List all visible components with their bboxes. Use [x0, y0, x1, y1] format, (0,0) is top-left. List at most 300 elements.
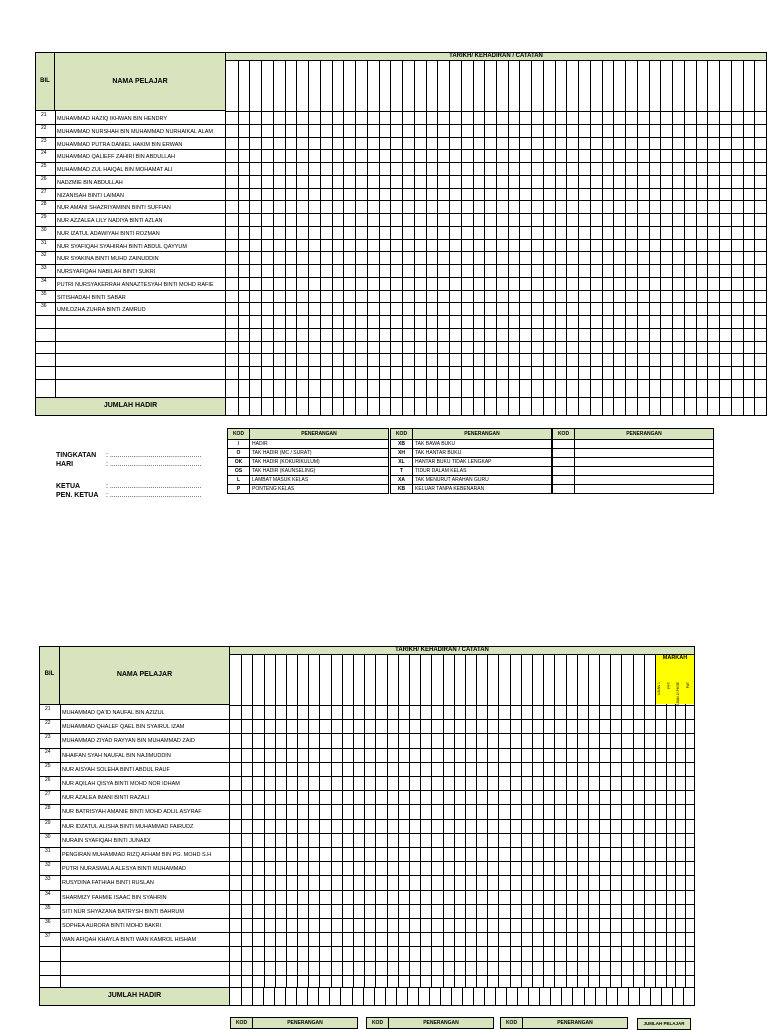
row-number: 31: [41, 239, 47, 246]
grid-column-line: [252, 988, 253, 1005]
grid-row-line: [36, 315, 225, 316]
legend-row: [228, 476, 389, 485]
grid-column-line: [363, 988, 364, 1005]
grid-column-line: [340, 988, 341, 1005]
grid-row-line: [230, 833, 655, 834]
grid-row-line: [226, 379, 766, 380]
grid-row-line: [230, 890, 655, 891]
grid-row-line: [36, 264, 225, 265]
grid-column-line: [672, 398, 673, 415]
row-number: 23: [45, 734, 51, 741]
grid-row-line: [226, 366, 766, 367]
row-number: 27: [45, 791, 51, 798]
markah-subheader: UJIAN 2/ PKSE: [676, 682, 680, 707]
jumlah-hadir-grid-2: [229, 987, 695, 1006]
legend-row: [553, 440, 714, 449]
grid-row-line: [36, 226, 225, 227]
legend-row: [553, 467, 714, 476]
student-name: NUR IZATUL ADAWIYAH BINTI ROZMAN: [57, 230, 160, 237]
jumlah-pelajar-label: JUMLAH PELAJAR: [638, 1019, 691, 1030]
grid-column-line: [637, 398, 638, 415]
grid-column-line: [318, 988, 319, 1005]
student-name: MUHAMMAD PUTRA DANIEL HAKIM BIN ERWAN: [57, 141, 183, 148]
grid-row-line: [226, 226, 766, 227]
grid-row-line: [36, 302, 225, 303]
bil-header: BIL: [40, 78, 50, 84]
grid-row-line: [230, 776, 655, 777]
legend-table-2: [390, 428, 552, 494]
grid-column-line: [332, 398, 333, 415]
grid-column-line: [238, 398, 239, 415]
tingkatan-field[interactable]: : ...............................................: [106, 452, 202, 459]
row-number: 29: [45, 819, 51, 826]
legend-code: [553, 449, 575, 458]
grid-column-line: [308, 398, 309, 415]
legend-code: XL: [391, 458, 413, 467]
legend-code: [553, 440, 575, 449]
student-name: PUTRI NURSYAKERRAH ANNAZTESYAH BINTI MOHD RAFIE: [57, 281, 214, 288]
grid-row-line: [230, 804, 655, 805]
row-number: 24: [45, 748, 51, 755]
grid-row-line: [656, 861, 694, 862]
legend-code: OS: [228, 467, 250, 476]
grid-row-line: [656, 961, 694, 962]
student-name: MUHAMMAD QALIEFF ZAHIRI BIN ABDULLAH: [57, 154, 175, 161]
student-name: MUHAMMAD NURSHAH BIN MUHAMMAD NURHAIKAL ALAM: [57, 128, 213, 135]
student-name: NURSYAFIQAH NABILAH BINTI SUKRI: [57, 269, 156, 275]
grid-column-line: [661, 988, 662, 1005]
legend-description: [575, 440, 714, 449]
grid-row-line: [36, 366, 225, 367]
legend-description: KELUAR TANPA KEBENARAN: [413, 485, 552, 494]
penerangan-header: PENERANGAN: [250, 429, 389, 440]
student-name: MUHAMMAD QHALEF QAEL BIN SYAIRUL IZAM: [62, 724, 185, 731]
grid-column-line: [754, 398, 755, 415]
legend-description: [575, 449, 714, 458]
attendance-sheet-1: [35, 52, 767, 416]
grid-column-line: [273, 398, 274, 415]
grid-column-line: [595, 988, 596, 1005]
student-name: NUR AMANI SHAZRIYAMINN BINTI SUFFIAN: [57, 205, 171, 212]
grid-row-line: [656, 946, 694, 947]
grid-row-line: [656, 833, 694, 834]
grid-column-line: [484, 988, 485, 1005]
student-name: NUR SYAFIQAH SYAHIRAH BINTI ABDUL QAYYUM: [57, 243, 187, 250]
grid-row-line: [230, 748, 655, 749]
grid-column-line: [320, 398, 321, 415]
grid-row-line: [230, 904, 655, 905]
grid-column-line: [352, 988, 353, 1005]
student-name: RUSYDINA FATHIAH BINTI RUSLAN: [62, 880, 154, 887]
legend-description: HANTAR BUKU TIDAK LENGKAP: [413, 458, 552, 467]
jumlah-hadir-grid: [225, 397, 767, 416]
row-number: 35: [45, 904, 51, 911]
grid-row-line: [226, 353, 766, 354]
legend-description: HADIR: [250, 440, 389, 449]
grid-row-line: [36, 213, 225, 214]
grid-column-line: [543, 398, 544, 415]
legend-row: [228, 467, 389, 476]
grid-row-line: [230, 932, 655, 933]
student-name: SHARMIZY FAHMIE ISAAC BIN SYAHRIN: [62, 894, 167, 901]
grid-column-line: [241, 988, 242, 1005]
grid-row-line: [36, 137, 225, 138]
legend-row: [553, 476, 714, 485]
legend-description: TAK HADIR (KAUNSELING): [250, 467, 389, 476]
legend-code: /: [228, 440, 250, 449]
grid-column-line: [555, 398, 556, 415]
grid-column-line: [495, 988, 496, 1005]
grid-column-line: [451, 988, 452, 1005]
grid-row-line: [40, 833, 229, 834]
grid-column-line: [296, 988, 297, 1005]
row-number: 33: [45, 876, 51, 883]
grid-row-line: [226, 137, 766, 138]
grid-row-line: [36, 239, 225, 240]
grid-row-line: [226, 188, 766, 189]
student-name: NUR AISYAH SOLEHA BINTI ABDUL RAUF: [62, 766, 170, 773]
header-bottom-line: [230, 705, 655, 706]
grid-row-line: [230, 875, 655, 876]
penerangan-header: PENERANGAN: [523, 1018, 628, 1029]
pen-ketua-field[interactable]: : ...............................................: [106, 492, 202, 499]
grid-row-line: [226, 239, 766, 240]
grid-column-line: [449, 398, 450, 415]
grid-column-line: [539, 988, 540, 1005]
grid-row-line: [226, 149, 766, 150]
grid-column-line: [473, 398, 474, 415]
grid-row-line: [226, 341, 766, 342]
legend-code: KB: [391, 485, 413, 494]
grid-row-line: [226, 124, 766, 125]
row-number: 25: [45, 762, 51, 769]
kod-header: KOD: [391, 429, 413, 440]
tarikh-header-2: TARIKH/ KEHADIRAN / CATATAN: [395, 647, 489, 653]
ketua-field[interactable]: : ...............................................: [106, 483, 202, 490]
grid-row-line: [36, 162, 225, 163]
row-number: 29: [41, 214, 47, 220]
grid-row-line: [40, 904, 229, 905]
grid-column-line: [329, 988, 330, 1005]
grid-row-line: [36, 200, 225, 201]
grid-row-line: [36, 328, 225, 329]
grid-column-line: [731, 398, 732, 415]
grid-row-line: [40, 918, 229, 919]
grid-column-line: [379, 398, 380, 415]
legend-description: [575, 476, 714, 485]
grid-column-line: [249, 398, 250, 415]
grid-column-line: [743, 398, 744, 415]
legend-description: LAMBAT MASUK KELAS: [250, 476, 389, 485]
row-number: 37: [45, 933, 51, 940]
grid-row-line: [226, 290, 766, 291]
grid-row-line: [40, 890, 229, 891]
grid-column-line: [519, 398, 520, 415]
legend-row: [553, 485, 714, 494]
jumlah-pelajar-table: [637, 1018, 691, 1030]
row-number: 34: [45, 890, 51, 897]
legend-row: [553, 449, 714, 458]
student-name: SITISHADAH BINTI SABAR: [57, 294, 126, 301]
student-name: MUHAMMAD ZIYAD RAYYAN BIN MUHAMMAD ZAID: [62, 738, 195, 745]
row-number: 26: [41, 175, 47, 182]
row-number: 31: [45, 848, 51, 854]
student-name: NUR AZZALEA LILY NADIYA BINTI AZLAN: [57, 218, 163, 224]
legend-row: [391, 467, 552, 476]
grid-column-line: [385, 988, 386, 1005]
grid-column-line: [296, 398, 297, 415]
grid-row-line: [656, 932, 694, 933]
legend-description: TAK HANTAR BUKU: [413, 449, 552, 458]
grid-row-line: [40, 875, 229, 876]
grid-column-line: [426, 398, 427, 415]
student-name: SITI NUR SHYAZANA BATRYSH BINTI BAHRUM: [62, 908, 184, 915]
row-number: 22: [41, 124, 47, 131]
row-number: 32: [41, 252, 47, 259]
student-name: WAN AFIQAH KHAYLA BINTI WAN KAMROL HISHAM: [62, 937, 197, 944]
legend-description: TAK BAWA BUKU: [413, 440, 552, 449]
header-bottom-line: [226, 111, 766, 112]
nama-header-2: NAMA PELAJAR: [116, 671, 173, 678]
grid-column-line: [660, 398, 661, 415]
student-name: MUHAMMAD ZUL HAIQAL BIN MOHAMAT ALI: [57, 167, 173, 173]
grid-row-line: [656, 904, 694, 905]
grid-column-line: [396, 988, 397, 1005]
grid-row-line: [226, 328, 766, 329]
legend-code: L: [228, 476, 250, 485]
markah-header-bottom: [656, 705, 694, 706]
grid-row-line: [40, 975, 229, 976]
grid-column-line: [566, 398, 567, 415]
grid-column-line: [355, 398, 356, 415]
grid-row-line: [40, 861, 229, 862]
grid-column-line: [285, 398, 286, 415]
legend-description: [575, 458, 714, 467]
grid-row-line: [36, 175, 225, 176]
grid-row-line: [656, 975, 694, 976]
grid-row-line: [656, 733, 694, 734]
legend-description: [575, 485, 714, 494]
grid-row-line: [230, 861, 655, 862]
row-number: 30: [41, 226, 47, 233]
grid-column-line: [578, 398, 579, 415]
grid-row-line: [230, 819, 655, 820]
grid-column-line: [496, 398, 497, 415]
grid-column-line: [418, 988, 419, 1005]
grid-row-line: [230, 790, 655, 791]
grid-row-line: [40, 762, 229, 763]
markah-header: MARKAH: [662, 655, 688, 661]
row-number: 28: [41, 201, 47, 208]
student-name: NADZMIE BIN ABDULLAH: [57, 179, 123, 186]
row-number: 21: [41, 112, 47, 118]
grid-column-line: [261, 398, 262, 415]
grid-row-line: [656, 748, 694, 749]
grid-column-line: [719, 398, 720, 415]
kod-header: KOD: [501, 1018, 523, 1029]
legend-table-2a: [230, 1017, 358, 1029]
grid-row-line: [656, 847, 694, 848]
grid-column-line: [343, 398, 344, 415]
grid-row-line: [656, 918, 694, 919]
grid-row-line: [656, 875, 694, 876]
grid-column-line: [684, 398, 685, 415]
student-name: PENGIRAN MUHAMMAD RIZQ AFHAM BIN PG. MOHD S.H: [62, 852, 212, 858]
grid-row-line: [40, 819, 229, 820]
grid-row-line: [226, 200, 766, 201]
student-name: NIZANISAH BINTI LAIMAN: [57, 192, 124, 199]
nama-header: NAMA PELAJAR: [112, 78, 168, 85]
kod-header: KOD: [228, 429, 250, 440]
student-name: NUR IDZATUL ALISHA BINTI MUHAMMAD FAIRUDZ: [62, 823, 194, 830]
hari-row: [56, 461, 202, 468]
ketua-label: KETUA: [56, 483, 81, 490]
grid-column-line: [696, 398, 697, 415]
grid-row-line: [40, 961, 229, 962]
grid-column-line: [584, 988, 585, 1005]
legend-description: [575, 467, 714, 476]
grid-row-line: [230, 733, 655, 734]
student-name: NUR BATRISYAH AMANIE BINTI MOHD ADLIL ASYRAF: [62, 809, 202, 816]
legend-row: [228, 440, 389, 449]
legend-row: [228, 458, 389, 467]
grid-row-line: [230, 946, 655, 947]
grid-row-line: [226, 264, 766, 265]
grid-row-line: [36, 290, 225, 291]
grid-column-line: [462, 988, 463, 1005]
grid-row-line: [36, 251, 225, 252]
legend-code: [553, 485, 575, 494]
grid-column-line: [506, 988, 507, 1005]
grid-column-line: [683, 988, 684, 1005]
markah-area: [655, 654, 695, 988]
markah-subheader: UJIAN 1: [657, 682, 661, 696]
grid-row-line: [656, 790, 694, 791]
grid-column-line: [613, 398, 614, 415]
student-name: NURAIN SYAFIQAH BINTI JUNAIDI: [62, 837, 151, 844]
legend-row: [391, 458, 552, 467]
grid-column-line: [429, 988, 430, 1005]
student-name: NUR AZALEA IMANI BINTI RAZALI: [62, 795, 150, 802]
grid-column-line: [550, 988, 551, 1005]
legend-row: [391, 449, 552, 458]
student-rows: [35, 110, 226, 398]
grid-column-line: [307, 988, 308, 1005]
grid-column-line: [672, 988, 673, 1005]
grid-row-line: [40, 719, 229, 720]
grid-column-line: [402, 398, 403, 415]
legend-table-2b: [366, 1017, 494, 1029]
grid-column-line: [707, 398, 708, 415]
grid-row-line: [226, 175, 766, 176]
grid-column-line: [473, 988, 474, 1005]
grid-column-line: [572, 988, 573, 1005]
kod-header: KOD: [367, 1018, 389, 1029]
grid-row-line: [226, 277, 766, 278]
legend-row: [228, 485, 389, 494]
kod-header: KOD: [553, 429, 575, 440]
bil-header-2: BIL: [44, 671, 55, 677]
grid-row-line: [656, 762, 694, 763]
student-name: NUR AQILAH QISYA BINTI MOHD NOR IDHAM: [62, 781, 180, 787]
legend-table-1: [227, 428, 389, 494]
legend-code: [553, 476, 575, 485]
grid-column-line: [639, 988, 640, 1005]
attendance-sheet-2: [39, 646, 695, 1006]
grid-row-line: [230, 961, 655, 962]
legend-description: TAK HADIR (KOKURIKULUM): [250, 458, 389, 467]
row-number: 24: [41, 150, 47, 157]
pen-ketua-row: [56, 492, 202, 499]
grid-column-line: [461, 398, 462, 415]
legend-code: XB: [391, 440, 413, 449]
legend-code: XA: [391, 476, 413, 485]
legend-row: [391, 440, 552, 449]
markah-subheader: PPT: [666, 682, 671, 689]
grid-column-line: [606, 988, 607, 1005]
legend-description: TAK HADIR (MC / SURAT): [250, 449, 389, 458]
grid-column-line: [437, 398, 438, 415]
penerangan-header: PENERANGAN: [575, 429, 714, 440]
penerangan-header: PENERANGAN: [253, 1018, 358, 1029]
markah-subheader: PAT: [685, 682, 690, 689]
grid-row-line: [230, 918, 655, 919]
legend-row: [228, 449, 389, 458]
grid-column-line: [274, 988, 275, 1005]
row-number: 25: [41, 163, 47, 169]
grid-column-line: [590, 398, 591, 415]
grid-column-line: [390, 398, 391, 415]
student-name: UMILDZHA ZUHRA BINTI ZAMRUD: [57, 307, 146, 314]
grid-row-line: [36, 277, 225, 278]
grid-row-line: [36, 188, 225, 189]
grid-row-line: [40, 748, 229, 749]
grid-column-line: [508, 398, 509, 415]
grid-column-line: [407, 988, 408, 1005]
grid-column-line: [414, 398, 415, 415]
grid-column-line: [367, 398, 368, 415]
grid-column-line: [617, 988, 618, 1005]
grid-column-line: [625, 398, 626, 415]
legend-description: TAK MENURUT ARAHAN GURU: [413, 476, 552, 485]
grid-column-line: [650, 988, 651, 1005]
grid-row-line: [656, 719, 694, 720]
legend-code: XH: [391, 449, 413, 458]
grid-row-line: [36, 353, 225, 354]
grid-row-line: [230, 762, 655, 763]
grid-row-line: [656, 890, 694, 891]
grid-column-line: [285, 988, 286, 1005]
student-name: SOPHEA AURORA BINTI MOHD BAKRI: [62, 923, 162, 929]
hari-field[interactable]: : ...............................................: [106, 461, 202, 468]
grid-row-line: [656, 819, 694, 820]
legend-code: [553, 467, 575, 476]
grid-row-line: [36, 124, 225, 125]
grid-column-line: [528, 988, 529, 1005]
grid-row-line: [40, 790, 229, 791]
row-number: 35: [41, 290, 47, 297]
grid-row-line: [40, 847, 229, 848]
legend-table-3: [552, 428, 714, 494]
legend-description: TIDUR DALAM KELAS: [413, 467, 552, 476]
student-name: MUHAMMAD QA'ID NAUFAL BIN AZIZUL: [62, 710, 165, 716]
grid-row-line: [40, 804, 229, 805]
legend-code: OK: [228, 458, 250, 467]
row-number: 21: [45, 706, 51, 712]
grid-row-line: [656, 804, 694, 805]
penerangan-header: PENERANGAN: [389, 1018, 494, 1029]
row-number: 36: [41, 303, 47, 310]
